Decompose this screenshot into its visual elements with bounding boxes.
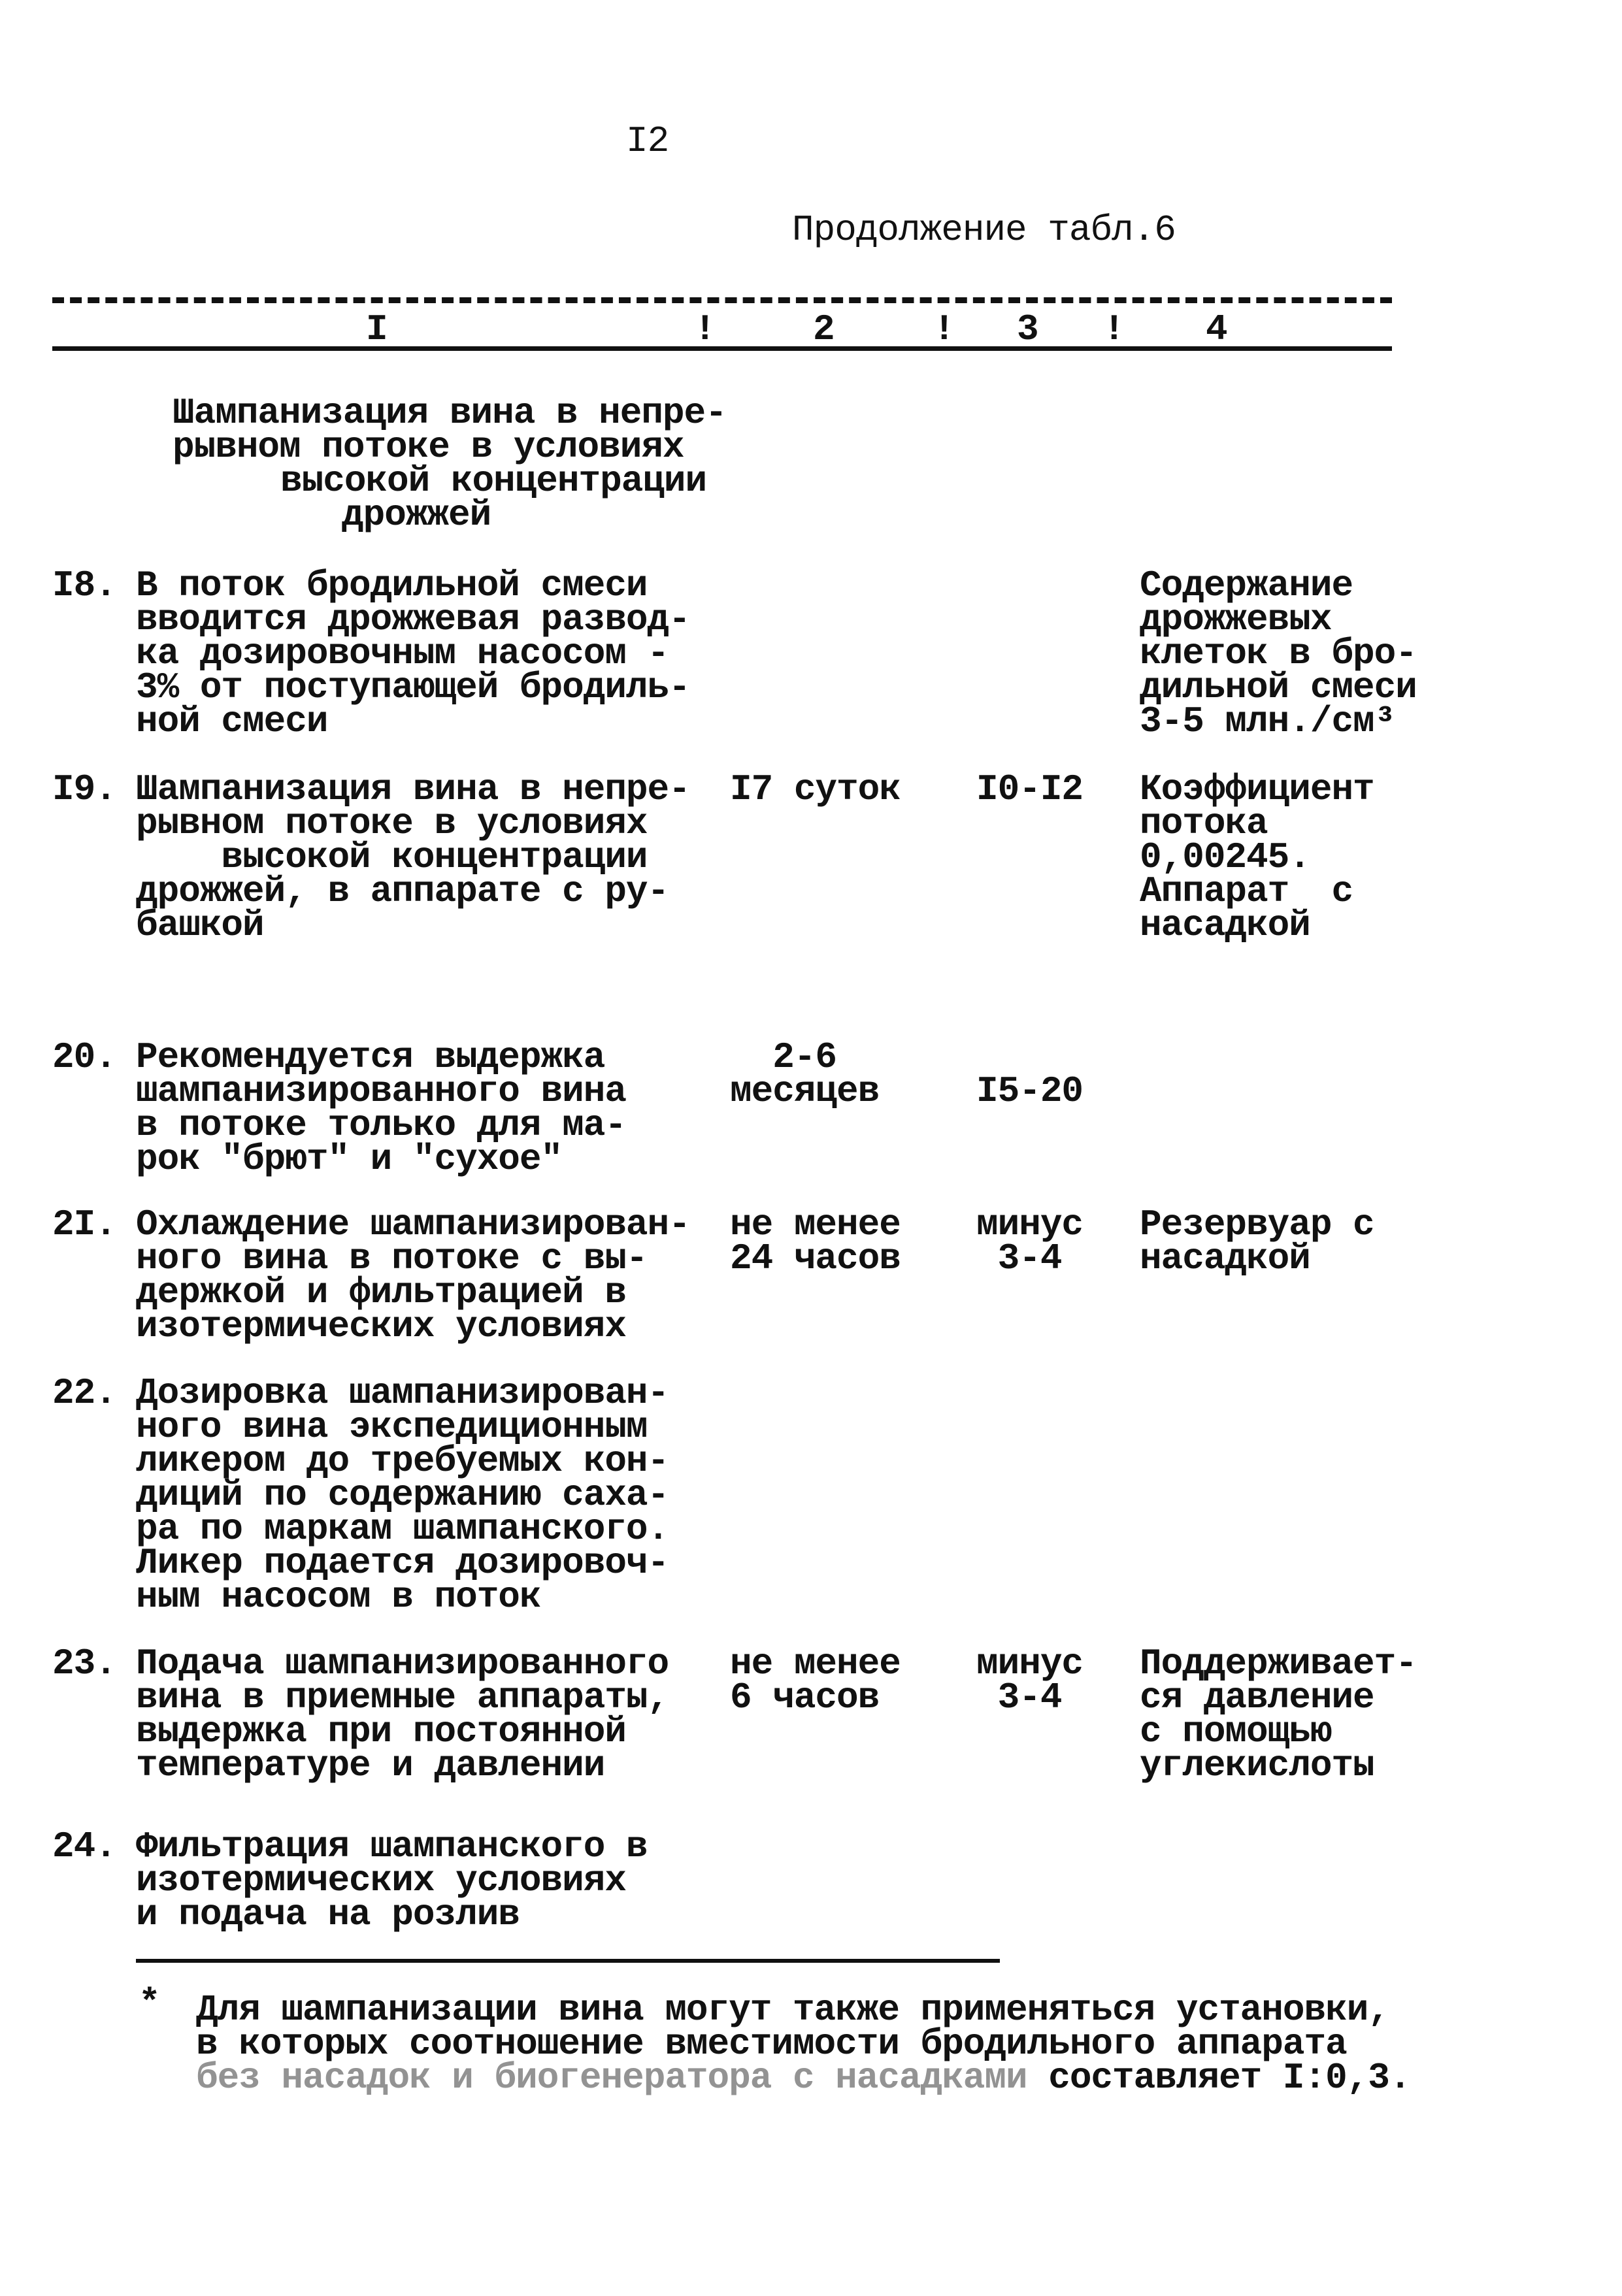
cell-c1-line: Дозировка шампанизирован-: [136, 1372, 669, 1414]
cell-c1-line: диций по содержанию саха-: [136, 1474, 669, 1516]
header-separator: !: [694, 308, 716, 350]
footnote-mark: *: [139, 1982, 160, 2024]
section-heading-line: высокой концентрации: [280, 460, 707, 502]
cell-c1-line: Охлаждение шампанизирован-: [136, 1204, 690, 1245]
cell-c2-line: не менее: [730, 1643, 901, 1684]
cell-c1-line: ного вина в потоке с вы-: [136, 1238, 648, 1279]
cell-c3-line: 3-4: [976, 1238, 1062, 1279]
cell-c1-line: дрожжей, в аппарате с ру-: [136, 870, 669, 912]
cell-c1-line: рывном потоке в условиях: [136, 802, 648, 844]
cell-c4-line: Содержание: [1140, 565, 1353, 606]
footnote-line: [196, 2057, 1411, 2099]
row-number: 23.: [52, 1643, 116, 1684]
header-col2: 2: [813, 308, 835, 350]
cell-c1-line: Ликер подается дозировоч-: [136, 1542, 669, 1584]
cell-c4-line: Поддерживает-: [1140, 1643, 1417, 1684]
cell-c1-line: Шампанизация вина в непре-: [136, 768, 690, 810]
page-number: I2: [626, 120, 669, 162]
row-number: 2I.: [52, 1204, 116, 1245]
cell-c2-line: 2-6: [730, 1036, 837, 1078]
header-col3: 3: [1017, 308, 1038, 350]
cell-c4-line: Аппарат с: [1140, 870, 1353, 912]
cell-c1-line: вина в приемные аппараты,: [136, 1677, 669, 1718]
cell-c1-line: изотермических условиях: [136, 1305, 626, 1347]
cell-c4-line: углекислоты: [1140, 1745, 1374, 1786]
cell-c1-line: высокой концентрации: [136, 836, 648, 878]
section-heading-line: дрожжей: [342, 494, 491, 536]
cell-c4-line: дильной смеси: [1140, 666, 1417, 708]
cell-c1-line: Фильтрация шампанского в: [136, 1826, 648, 1867]
cell-c2-line: I7 суток: [730, 768, 901, 810]
cell-c1-line: выдержка при постоянной: [136, 1711, 626, 1752]
cell-c3-line: I5-20: [976, 1070, 1084, 1112]
cell-c1-line: и подача на розлив: [136, 1894, 520, 1935]
cell-c4-line: ся давление: [1140, 1677, 1374, 1718]
cell-c1-line: ра по маркам шампанского.: [136, 1508, 669, 1550]
cell-c1-line: температуре и давлении: [136, 1745, 605, 1786]
cell-c1-line: ного вина экспедиционным: [136, 1406, 648, 1448]
cell-c1-line: башкой: [136, 904, 264, 946]
section-heading-line: рывном потоке в условиях: [173, 426, 684, 468]
cell-c1-line: шампанизированного вина: [136, 1070, 626, 1112]
cell-c1-line: в потоке только для ма-: [136, 1104, 626, 1146]
header-bottom-rule: [52, 346, 1392, 351]
header-separator: !: [933, 308, 955, 350]
cell-c2-line: месяцев: [730, 1070, 880, 1112]
table-caption: Продолжение табл.6: [792, 209, 1176, 251]
cell-c4-line: Коэффициент: [1140, 768, 1374, 810]
cell-c4-line: с помощью: [1140, 1711, 1332, 1752]
cell-c1-line: ликером до требуемых кон-: [136, 1440, 669, 1482]
table-top-dashed-rule: [52, 297, 1392, 303]
cell-c3-line: I0-I2: [976, 768, 1084, 810]
cell-c1-line: рок "брют" и "сухое": [136, 1138, 563, 1180]
footnote-ratio: составляет I:0,3.: [1048, 2057, 1411, 2099]
cell-c4-line: дрожжевых: [1140, 599, 1332, 640]
cell-c1-line: Рекомендуется выдержка: [136, 1036, 605, 1078]
footnote-line: в которых соотношение вместимости бродильного аппарата: [196, 2023, 1347, 2065]
cell-c2-line: 24 часов: [730, 1238, 901, 1279]
cell-c4-line: насадкой: [1140, 904, 1310, 946]
row-number: I9.: [52, 768, 116, 810]
cell-c4-line: потока: [1140, 802, 1268, 844]
header-separator: !: [1103, 308, 1125, 350]
cell-c4-line: насадкой: [1140, 1238, 1310, 1279]
cell-c4-line: Резервуар с: [1140, 1204, 1374, 1245]
cell-c4-line: клеток в бро-: [1140, 632, 1417, 674]
footnote-rule: [136, 1959, 1000, 1963]
cell-c2-line: не менее: [730, 1204, 901, 1245]
row-number: 20.: [52, 1036, 116, 1078]
cell-c1-line: ным насосом в поток: [136, 1576, 541, 1618]
row-number: I8.: [52, 565, 116, 606]
cell-c1-line: ка дозировочным насосом -: [136, 632, 669, 674]
header-col4: 4: [1206, 308, 1227, 350]
footnote-line: Для шампанизации вина могут также применяться установки,: [196, 1989, 1389, 2031]
cell-c1-line: Подача шампанизированного: [136, 1643, 669, 1684]
cell-c1-line: В поток бродильной смеси: [136, 565, 648, 606]
row-number: 24.: [52, 1826, 116, 1867]
cell-c2-line: 6 часов: [730, 1677, 880, 1718]
cell-c3-line: минус: [976, 1643, 1084, 1684]
cell-c1-line: 3% от поступающей бродиль-: [136, 666, 690, 708]
header-col1: I: [366, 308, 388, 350]
cell-c1-line: держкой и фильтрацией в: [136, 1271, 626, 1313]
cell-c1-line: вводится дрожжевая развод-: [136, 599, 690, 640]
row-number: 22.: [52, 1372, 116, 1414]
cell-c3-line: минус: [976, 1204, 1084, 1245]
cell-c4-line: 3-5 млн./см³: [1140, 700, 1396, 742]
cell-c4-line: 0,00245.: [1140, 836, 1310, 878]
footnote-faded-text: без насадок и биогенератора с насадками: [196, 2057, 1049, 2099]
section-heading-line: Шампанизация вина в непре-: [173, 392, 727, 434]
cell-c3-line: 3-4: [976, 1677, 1062, 1718]
cell-c1-line: изотермических условиях: [136, 1860, 626, 1901]
cell-c1-line: ной смеси: [136, 700, 328, 742]
